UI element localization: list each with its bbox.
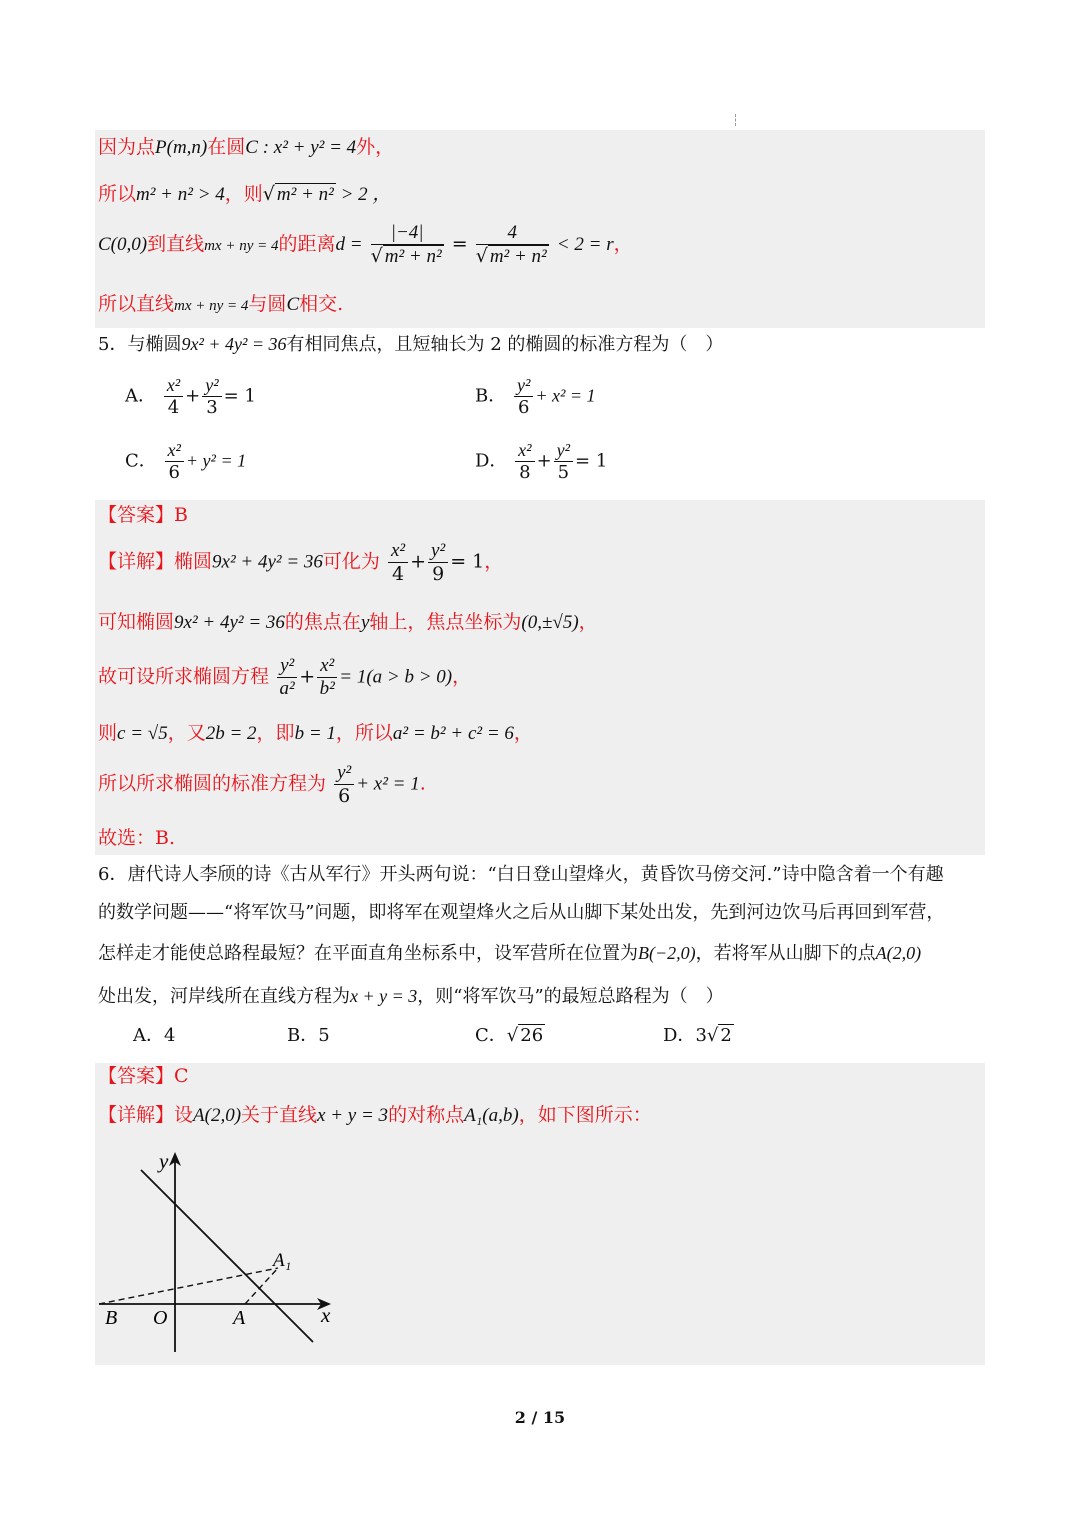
question-6-line-1: 6．唐代诗人李颀的诗《古从军行》开头两句说：“白日登山望烽火，黄昏饮马傍交河.”诗中隐含着一个有趣 xyxy=(98,864,944,885)
question-5-stem: 5．与椭圆9x² + 4y² = 36有相同焦点，且短轴长为 2 的椭圆的标准方程为（ ） xyxy=(98,334,724,355)
point-b-label: B xyxy=(105,1307,118,1329)
answer-6: 【答案】C xyxy=(98,1065,189,1087)
coordinate-figure xyxy=(95,1140,355,1360)
q6-option-a[interactable]: A．4 xyxy=(133,1025,176,1046)
q5-option-a[interactable]: A． $\frac{\text{x²}}{4}$ + $\frac{\text{y²}}{3}$ = 1 xyxy=(125,375,256,418)
q6-option-b[interactable]: B．5 xyxy=(287,1025,330,1046)
answer-5: 【答案】B xyxy=(98,504,188,526)
y-axis-label: y xyxy=(159,1149,169,1173)
dashed-line-b-a1 xyxy=(99,1268,278,1304)
q6-option-c[interactable]: C．√ 26 xyxy=(475,1025,544,1046)
point-a-label: A xyxy=(233,1307,246,1329)
explain-5-line-4: 则c = √5，又2b = 2，即b = 1，所以a² = b² + c² = 6， xyxy=(98,722,533,744)
explain-5-line-6: 故选：B. xyxy=(98,827,176,849)
q5-option-b[interactable]: B． $\frac{\text{y²}}{6}$ + x² = 1 xyxy=(475,375,596,418)
question-6-line-3: 怎样走才能使总路程最短？在平面直角坐标系中，设军营所在位置为B(−2,0)，若将军从山脚下的点A(2,0) xyxy=(98,943,922,964)
question-6-line-4: 处出发，河岸线所在直线方程为x + y = 3，则“将军饮马”的最短总路程为（ ） xyxy=(98,986,724,1007)
explain-5-line-1: 【详解】椭圆9x² + 4y² = 36可化为 $\frac{\text{x²}}{4}$ + $\frac{\text{y²}}{9}$ = 1， xyxy=(98,540,504,585)
explain-5-line-5: 所以所求椭圆的标准方程为 $\frac{\text{y²}}{6}$ + x² = 1. xyxy=(98,762,426,807)
question-6-line-2: 的数学问题——“将军饮马”问题，即将军在观望烽火之后从山脚下某处出发，先到河边饮马后再回到军营， xyxy=(98,902,945,923)
solution-line-2: 所以m² + n² > 4，则√ m² + n² > 2 ， xyxy=(98,183,392,205)
solution-line-4: 所以直线mx + ny = 4与圆C相交. xyxy=(98,293,344,315)
x-axis-label: x xyxy=(321,1303,331,1327)
distance-fraction-1: $\frac{|-4|}{\text{√ m² + n²}}$ xyxy=(370,222,442,267)
solution-line-1: 因为点P(m,n)在圆C : x² + y² = 4外， xyxy=(98,136,395,158)
q5-option-d[interactable]: D． $\frac{\text{x²}}{8}$ + $\frac{\text{y²}}{5}$ = 1 xyxy=(475,440,608,483)
page-number: 2 / 15 xyxy=(514,1408,566,1427)
explain-5-line-2: 可知椭圆9x² + 4y² = 36的焦点在y轴上，焦点坐标为(0,±√5)， xyxy=(98,611,598,633)
q5-option-c[interactable]: C． $\frac{\text{x²}}{6}$ + y² = 1 xyxy=(125,440,247,483)
margin-mark xyxy=(735,114,737,126)
explain-5-line-3: 故可设所求椭圆方程 $\frac{\text{y²}}{\text{a²}}$ + $\frac{\text{x²}}{\text{b²}}$ = 1(a > b > 0)， xyxy=(98,655,472,699)
q6-option-d[interactable]: D．3√ 2 xyxy=(663,1025,732,1046)
solution-line-3: C(0,0)到直线mx + ny = 4的距离d = $\frac{|-4|}{\text{√ m² + n²}}$ = $\frac{4}{\text{√ m² + n²}}$ < 2 = r， xyxy=(98,222,633,267)
explain-6-line-1: 【详解】设A(2,0)关于直线x + y = 3的对称点A₁(a,b)，如下图所示： xyxy=(98,1104,652,1126)
origin-label: O xyxy=(153,1307,168,1329)
point-a1-label: A₁ xyxy=(273,1250,292,1271)
distance-fraction-2: $\frac{4}{\text{√ m² + n²}}$ xyxy=(475,222,547,267)
